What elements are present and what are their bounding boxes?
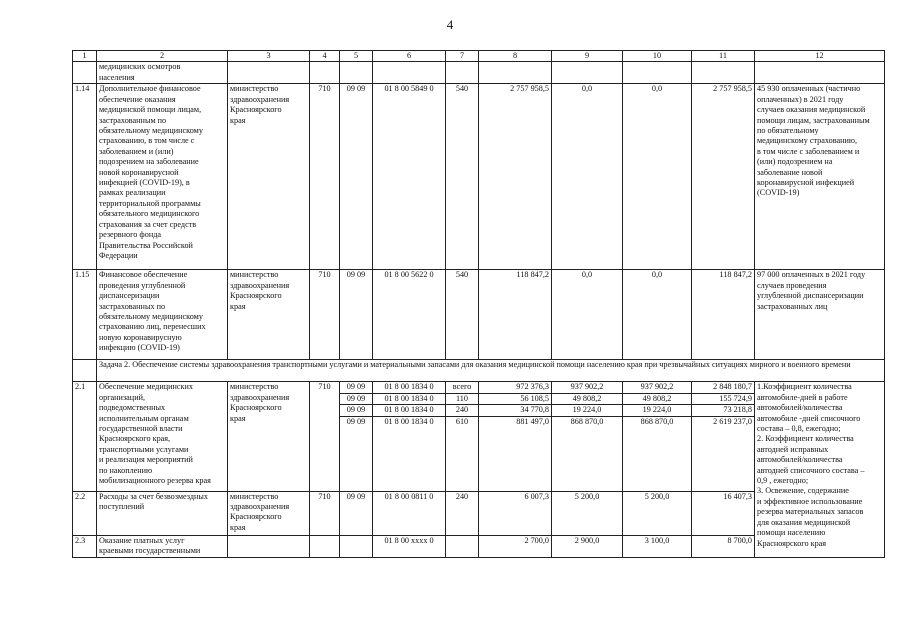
cell-target: 01 8 00 1834 0 [373, 382, 446, 393]
cell-expense-type: всего [446, 382, 479, 393]
cell-value: 2 900,0 [552, 535, 623, 557]
table-row [73, 270, 885, 360]
cell-target: 01 8 00 xxxx 0 [373, 535, 446, 557]
cell-target: 01 8 00 1834 0 [373, 393, 446, 404]
header-cell: 10 [623, 51, 692, 62]
cell-expense-type [446, 535, 479, 557]
cell-value: 868 870,0 [623, 416, 692, 491]
budget-table [72, 50, 885, 558]
cell-value: 0,0 [552, 270, 623, 360]
cell-grbs: 710 [310, 84, 340, 270]
header-row [73, 51, 885, 62]
cell-value: 49 808,2 [623, 393, 692, 404]
cell-target: 01 8 00 5622 0 [373, 270, 446, 360]
cell-number: 2.2 [73, 491, 97, 535]
cell-organization: министерство здравоохранения Красноярского края [228, 84, 310, 270]
cell-value: 5 200,0 [552, 491, 623, 535]
cell-organization: министерство здравоохранения Красноярского края [228, 382, 310, 491]
cell-number: 2.1 [73, 382, 97, 491]
cell-target: 01 8 00 1834 0 [373, 416, 446, 491]
cell-section: 09 09 [340, 405, 373, 416]
cell-section: 09 09 [340, 393, 373, 404]
header-cell: 9 [552, 51, 623, 62]
cell-value: 0,0 [623, 84, 692, 270]
page-number: 4 [446, 17, 454, 32]
cell-section: 09 09 [340, 416, 373, 491]
header-cell: 2 [97, 51, 228, 62]
cell-value: 868 870,0 [552, 416, 623, 491]
cell-grbs: 710 [310, 382, 340, 491]
cell-total: 8 700,0 [692, 535, 755, 557]
cell-description: Оказание платных услуг краевыми государственными [97, 535, 228, 557]
cell-section: 09 09 [340, 382, 373, 393]
task-row [73, 360, 885, 382]
cell-value: 49 808,2 [552, 393, 623, 404]
cell-description: Расходы за счет безвозмездных поступлений [97, 491, 228, 535]
cell-result: 1.Коэффициент количества автомобиле-дней в работе автомобилей/количества автомобиле -дней списочного состава – 0,8, ежегодно; 2. Коэффициент количества автодней исправных автомобилей/количества автодней списочного состава – 0,9 , ежегодно; 3. Освежение, содержание и эффективное использование резерва материальных запасов для оказания медицинской помощи населению Красноярского края [755, 382, 885, 557]
cell-total: 73 218,8 [692, 405, 755, 416]
cell-section: 09 09 [340, 270, 373, 360]
cell-target: 01 8 00 5849 0 [373, 84, 446, 270]
cell-value: 2 757 958,5 [479, 84, 552, 270]
cell-total: 155 724,9 [692, 393, 755, 404]
cell-description: Финансовое обеспечение проведения углубленной диспансеризации застрахованных по обязательному медицинскому страхованию лиц, перенесших новую коронавирусную инфекцию (COVID-19) [97, 270, 228, 360]
cell-expense-type: 540 [446, 270, 479, 360]
cell-value: 0,0 [623, 270, 692, 360]
cell-total: 16 407,3 [692, 491, 755, 535]
cell-value: 34 770,8 [479, 405, 552, 416]
cell-expense-type: 110 [446, 393, 479, 404]
cell-grbs [310, 535, 340, 557]
cell-expense-type: 610 [446, 416, 479, 491]
header-cell: 11 [692, 51, 755, 62]
header-cell: 7 [446, 51, 479, 62]
cell-value: 5 200,0 [623, 491, 692, 535]
cell-value: 118 847,2 [479, 270, 552, 360]
cell-value: 881 497,0 [479, 416, 552, 491]
cell-total: 2 619 237,0 [692, 416, 755, 491]
cell-organization: министерство здравоохранения Красноярского края [228, 270, 310, 360]
cell-expense-type: 240 [446, 491, 479, 535]
cell-expense-type: 240 [446, 405, 479, 416]
cell-grbs: 710 [310, 491, 340, 535]
cell-value: 19 224,0 [552, 405, 623, 416]
cell-value: 972 376,3 [479, 382, 552, 393]
cell-description: Дополнительное финансовое обеспечение оказания медицинской помощи лицам, застрахованным по обязательному медицинскому страхованию, в том числе с заболеванием и (или) подозрением на заболевание новой коронавирусной инфекцией (COVID-19), в рамках реализации территориальной программы обязательного медицинского страхования за счет средств резервного фонда Правительства Российской Федерации [97, 84, 228, 270]
cell-number: 1.14 [73, 84, 97, 270]
header-cell: 8 [479, 51, 552, 62]
cell-value: 19 224,0 [623, 405, 692, 416]
header-cell: 5 [340, 51, 373, 62]
header-cell: 12 [755, 51, 885, 62]
cell-target: 01 8 00 1834 0 [373, 405, 446, 416]
cell-total: 2 848 180,7 [692, 382, 755, 393]
header-cell: 1 [73, 51, 97, 62]
cell-expense-type: 540 [446, 84, 479, 270]
cell-value: 6 007,3 [479, 491, 552, 535]
header-cell: 4 [310, 51, 340, 62]
cell-total: 118 847,2 [692, 270, 755, 360]
header-cell: 6 [373, 51, 446, 62]
table-row [73, 382, 885, 393]
cell-value: 2 700,0 [479, 535, 552, 557]
cell-value: 937 902,2 [623, 382, 692, 393]
cell-description: медицинских осмотров населения [97, 62, 228, 84]
cell-target: 01 8 00 0811 0 [373, 491, 446, 535]
cell-value: 0,0 [552, 84, 623, 270]
cell-value: 3 100,0 [623, 535, 692, 557]
cell-section [340, 535, 373, 557]
cell-organization [228, 535, 310, 557]
cell-value: 937 902,2 [552, 382, 623, 393]
cell-description: Обеспечение медицинских организаций, подведомственных исполнительным органам государственной власти Красноярского края, транспортными услугами и реализация мероприятий по накоплению мобилизационного резерва края [97, 382, 228, 491]
cell-result: 45 930 оплаченных (частично оплаченных) в 2021 году случаев оказания медицинской помощи лицам, застрахованным по обязательному медицинскому страхованию, в том числе с заболеванием и (или) подозрением на заболевание новой коронавирусной инфекцией (COVID-19) [755, 84, 885, 270]
table-row [73, 62, 885, 84]
table-row [73, 84, 885, 270]
cell-result: 97 000 оплаченных в 2021 году случаев проведения углубленной диспансеризации застрахованных лиц [755, 270, 885, 360]
cell-section: 09 09 [340, 84, 373, 270]
cell-value: 56 108,5 [479, 393, 552, 404]
header-cell: 3 [228, 51, 310, 62]
cell-grbs: 710 [310, 270, 340, 360]
cell-total: 2 757 958,5 [692, 84, 755, 270]
cell-section: 09 09 [340, 491, 373, 535]
task-heading: Задача 2. Обеспечение системы здравоохранения транспортными услугами и материальными запасами для оказания медицинской помощи населению края при чрезвычайных ситуациях мирного и военного времени [97, 360, 885, 382]
cell-number: 1.15 [73, 270, 97, 360]
cell-organization: министерство здравоохранения Красноярского края [228, 491, 310, 535]
cell-number: 2.3 [73, 535, 97, 557]
